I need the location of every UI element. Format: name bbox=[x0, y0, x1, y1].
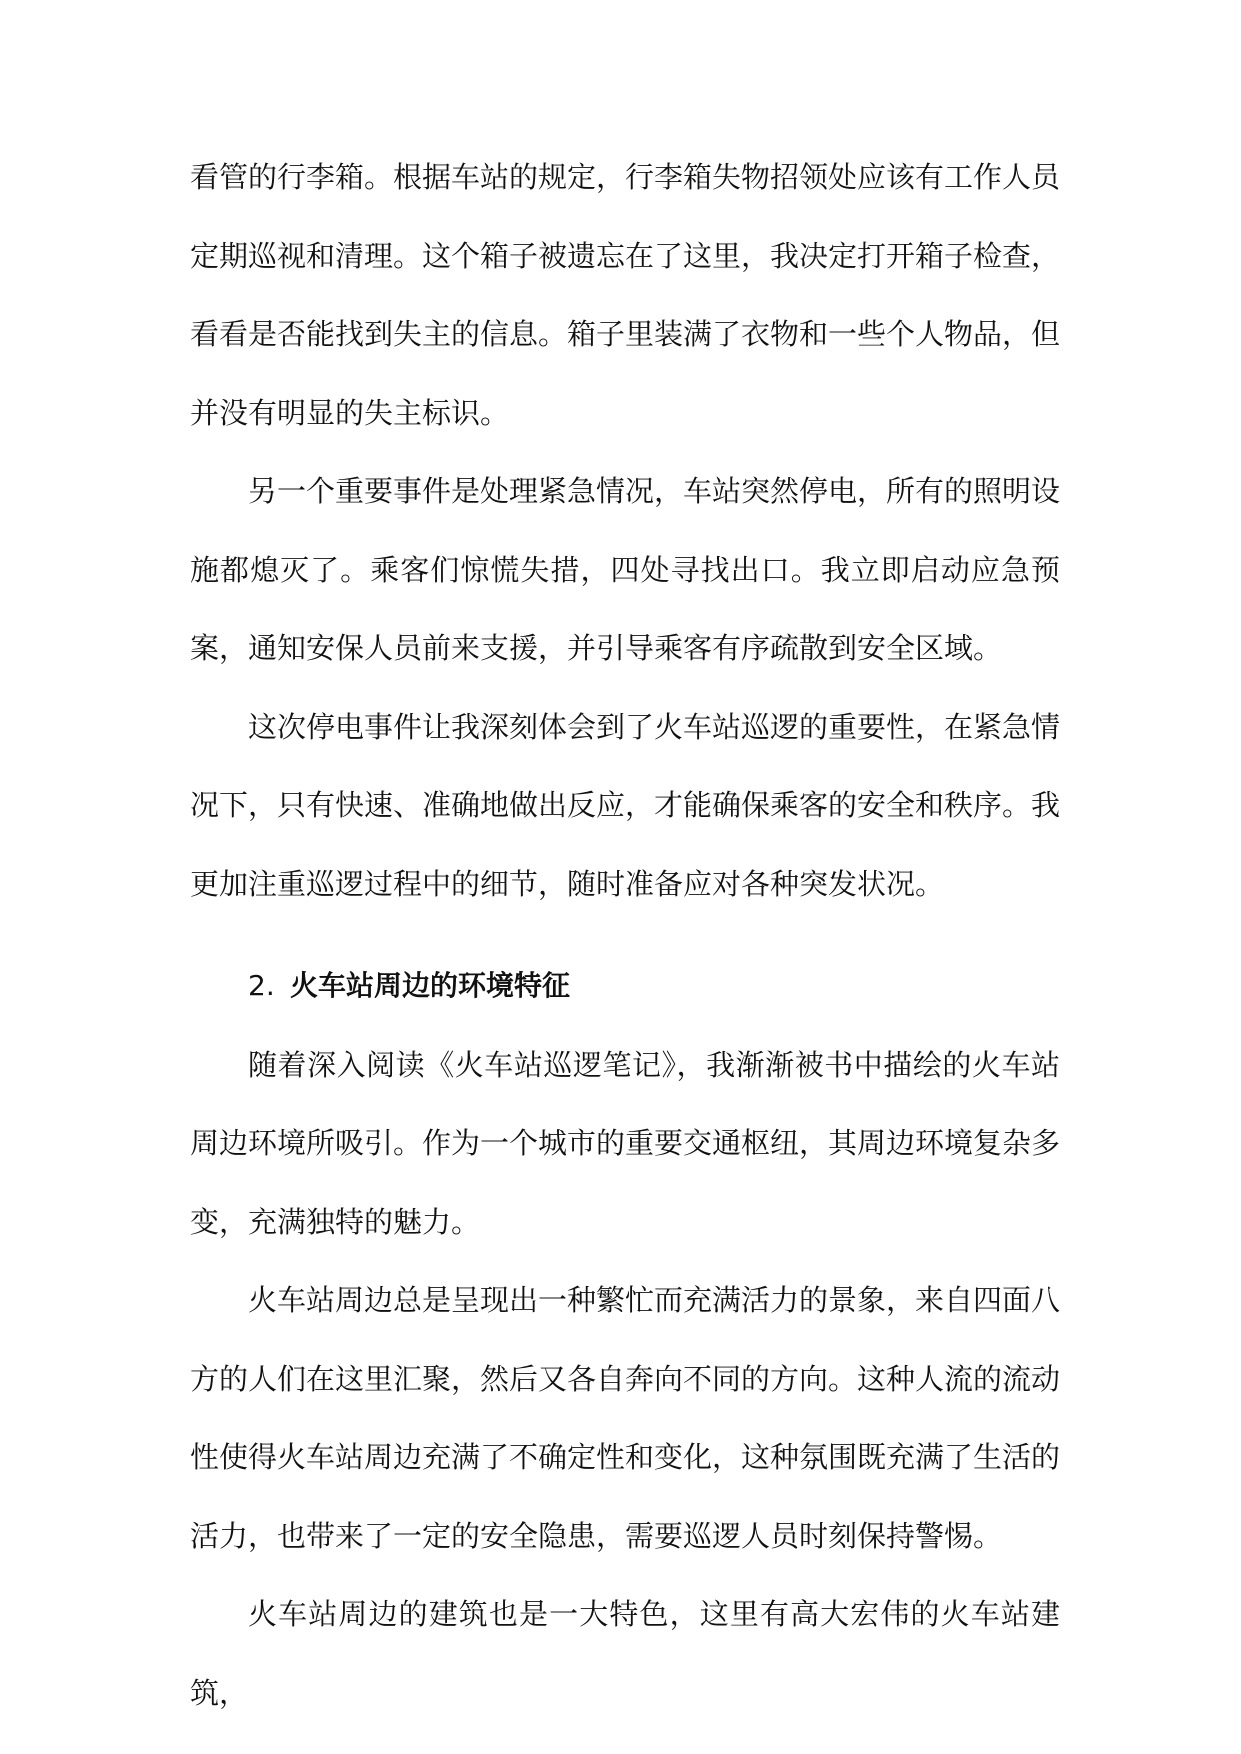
body-paragraph: 看管的行李箱。根据车站的规定，行李箱失物招领处应该有工作人员定期巡视和清理。这个箱子被遗忘在了这里，我决定打开箱子检查，看看是否能找到失主的信息。箱子里装满了衣物和一些个人物品，但并没有明显的失主标识。 bbox=[190, 160, 1061, 430]
body-paragraph: 这次停电事件让我深刻体会到了火车站巡逻的重要性，在紧急情况下，只有快速、准确地做出反应，才能确保乘客的安全和秩序。我更加注重巡逻过程中的细节，随时准备应对各种突发状况。 bbox=[190, 709, 1061, 901]
body-paragraph: 随着深入阅读《火车站巡逻笔记》，我渐渐被书中描绘的火车站周边环境所吸引。作为一个城市的重要交通枢纽，其周边环境复杂多变，充满独特的魅力。 bbox=[190, 1047, 1061, 1239]
body-paragraph: 火车站周边总是呈现出一种繁忙而充满活力的景象，来自四面八方的人们在这里汇聚，然后又各自奔向不同的方向。这种人流的流动性使得火车站周边充满了不确定性和变化，这种氛围既充满了生活的活力，也带来了一定的安全隐患，需要巡逻人员时刻保持警惕。 bbox=[190, 1283, 1061, 1553]
section-number: 2. bbox=[248, 969, 275, 1002]
body-paragraph: 火车站周边的建筑也是一大特色，这里有高大宏伟的火车站建筑， bbox=[190, 1597, 1060, 1710]
section-heading bbox=[190, 947, 1060, 1026]
body-paragraph: 另一个重要事件是处理紧急情况，车站突然停电，所有的照明设施都熄灭了。乘客们惊慌失措，四处寻找出口。我立即启动应急预案，通知安保人员前来支援，并引导乘客有序疏散到安全区域。 bbox=[190, 474, 1061, 665]
section-title: 火车站周边的环境特征 bbox=[290, 969, 571, 1002]
document-body bbox=[190, 138, 1060, 1732]
